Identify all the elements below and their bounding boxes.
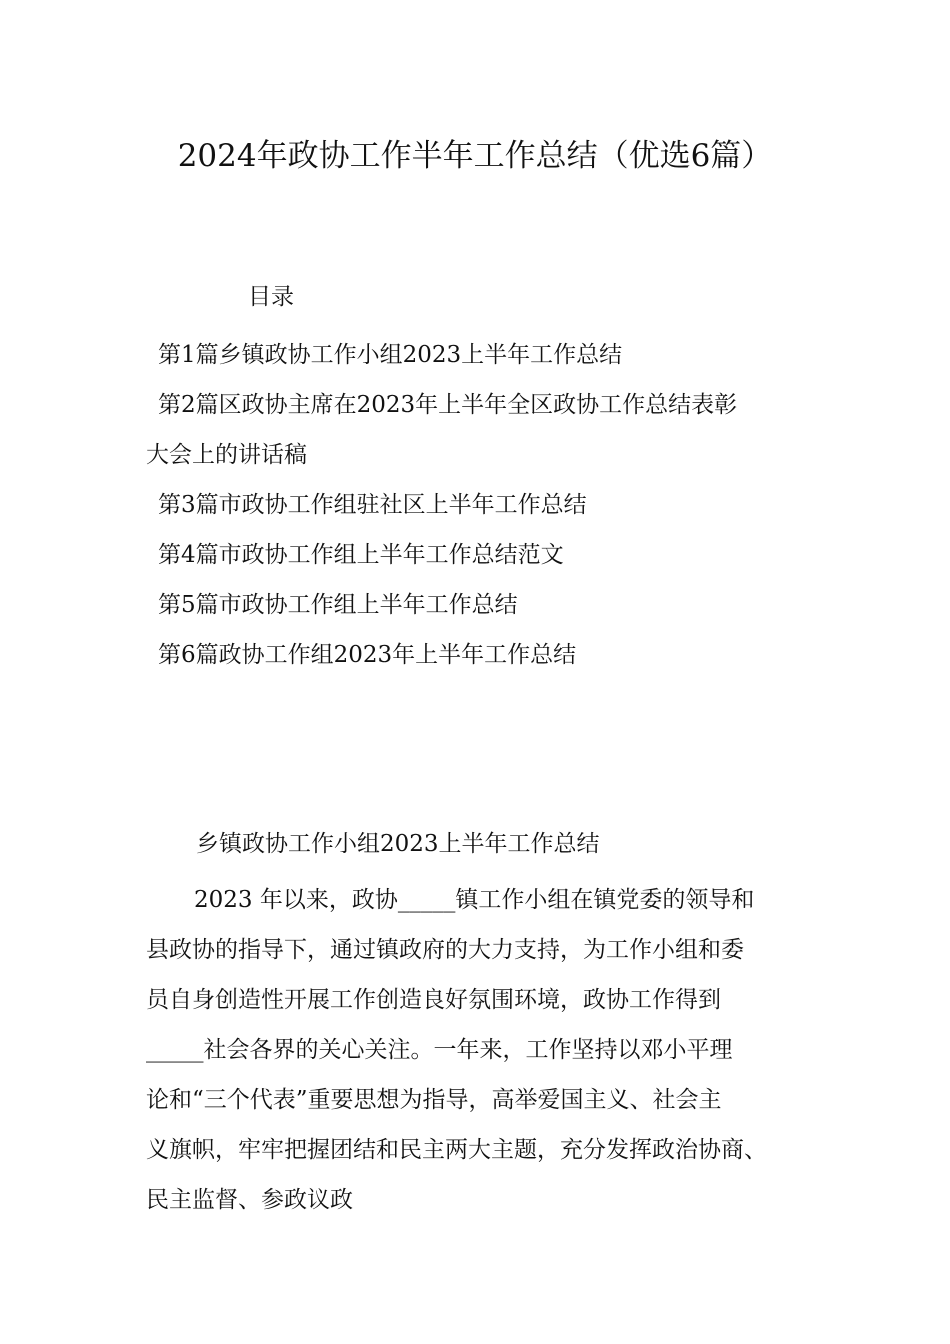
body-paragraph-line: 2023 年以来，政协_____镇工作小组在镇党委的领导和 <box>194 887 755 913</box>
toc-item-1[interactable]: 第1篇乡镇政协工作小组2023上半年工作总结 <box>158 342 623 368</box>
body-paragraph-line: 县政协的指导下，通过镇政府的大力支持，为工作小组和委 <box>146 937 744 963</box>
toc-heading: 目录 <box>248 284 294 310</box>
toc-item-3[interactable]: 第3篇市政协工作组驻社区上半年工作总结 <box>158 492 587 518</box>
section-title: 乡镇政协工作小组2023上半年工作总结 <box>196 831 600 857</box>
toc-item-2[interactable]: 第2篇区政协主席在2023年上半年全区政协工作总结表彰 <box>158 392 738 418</box>
toc-item-5[interactable]: 第5篇市政协工作组上半年工作总结 <box>158 592 518 618</box>
document-title: 2024年政协工作半年工作总结（优选6篇） <box>177 138 773 174</box>
table-of-contents <box>146 330 826 680</box>
body-paragraph-line: 论和“三个代表”重要思想为指导，高举爱国主义、社会主 <box>146 1087 722 1113</box>
section-body <box>146 875 826 1225</box>
toc-item-6[interactable]: 第6篇政协工作组2023年上半年工作总结 <box>158 642 577 668</box>
body-paragraph-line: 民主监督、参政议政 <box>146 1187 353 1213</box>
toc-item-4[interactable]: 第4篇市政协工作组上半年工作总结范文 <box>158 542 564 568</box>
body-paragraph-line: 员自身创造性开展工作创造良好氛围环境，政协工作得到 <box>146 987 721 1013</box>
body-paragraph-line: 义旗帜，牢牢把握团结和民主两大主题，充分发挥政治协商、 <box>146 1137 767 1163</box>
body-paragraph-line: _____社会各界的关心关注。一年来，工作坚持以邓小平理 <box>146 1037 733 1063</box>
toc-item-2-continued[interactable]: 大会上的讲话稿 <box>146 442 307 468</box>
